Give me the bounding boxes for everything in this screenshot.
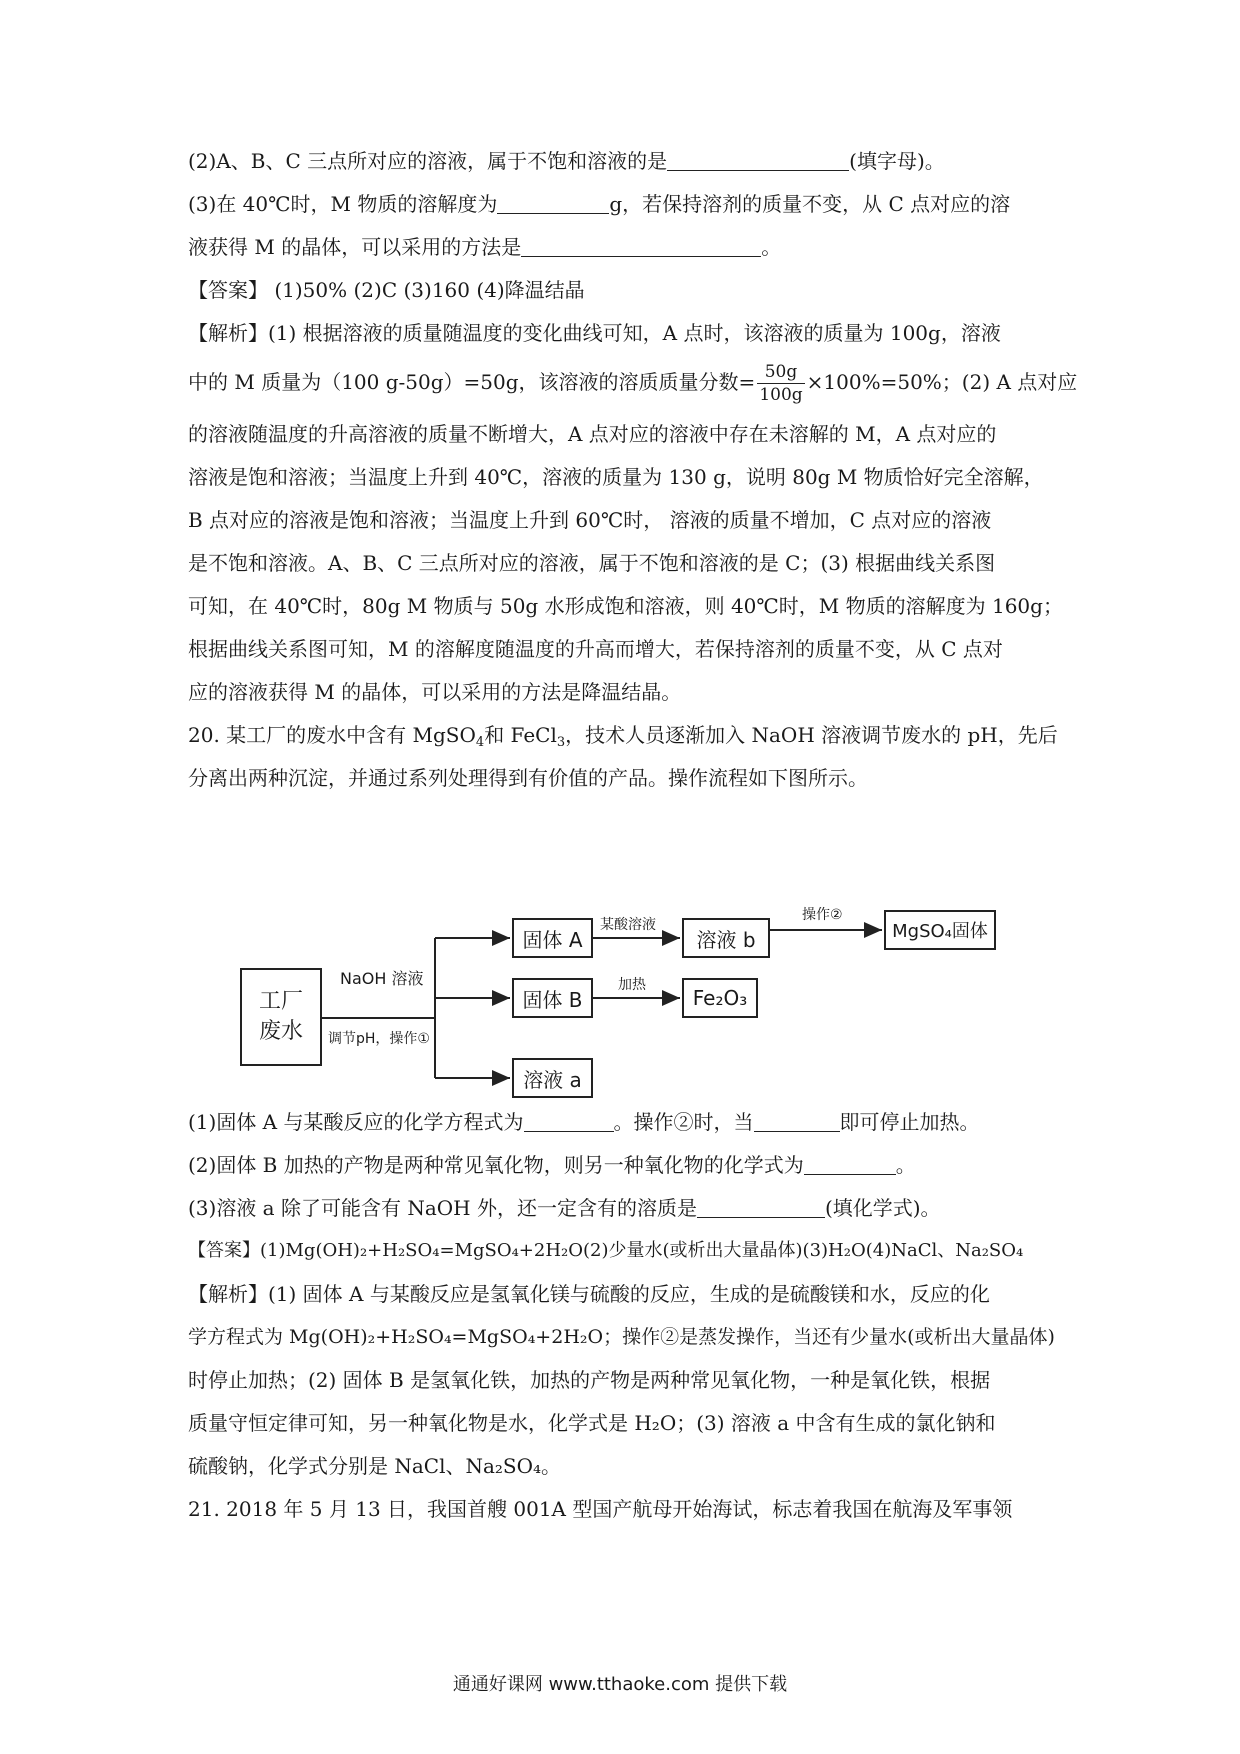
answer-blank[interactable] (697, 1195, 825, 1218)
answer-blank[interactable] (754, 1109, 840, 1132)
question-21-stem: 21. 2018 年 5 月 13 日，我国首艘 001A 型国产航母开始海试，标志着我国在航海及军事领 (188, 1497, 1013, 1521)
explanation-19-line: B 点对应的溶液是饱和溶液；当温度上升到 60℃时， 溶液的质量不增加，C 点对应的溶液 (188, 508, 992, 532)
question-20-part-1: (1)固体 A 与某酸反应的化学方程式为 。操作②时，当 即可停止加热。 (188, 1110, 980, 1134)
operation-1-label: 调节pH，操作① (328, 1031, 430, 1047)
explanation-20-line: 时停止加热；(2) 固体 B 是氢氧化铁，加热的产物是两种常见氧化物，一种是氧化铁，根据 (188, 1368, 991, 1392)
question-20-part-2: (2)固体 B 加热的产物是两种常见氧化物，则另一种氧化物的化学式为 。 (188, 1153, 916, 1177)
question-20-stem: 20. 某工厂的废水中含有 MgSO$_4$和 FeCl$_3$，技术人员逐渐加入 NaOH 溶液调节废水的 pH，先后 (188, 723, 1058, 750)
answer-blank[interactable] (497, 191, 609, 214)
answer-blank[interactable] (667, 148, 849, 171)
question-19-part-3: (3)在 40℃时，M 物质的溶解度为 g，若保持溶剂的质量不变，从 C 点对应的溶 (188, 192, 1011, 216)
process-flow-diagram (240, 908, 1020, 1098)
explanation-19-line: 【解析】(1) 根据溶液的质量随温度的变化曲线可知，A 点时，该溶液的质量为 100g，溶液 (188, 321, 1001, 345)
page-footer: 通通好课网 www.tthaoke.com 提供下载 (452, 1674, 788, 1695)
answer-blank[interactable] (521, 234, 761, 257)
fraction: $\frac{50g}{100g}$ (759, 362, 803, 405)
question-20-part-3: (3)溶液 a 除了可能含有 NaOH 外，还一定含有的溶质是 (填化学式)。 (188, 1196, 941, 1220)
explanation-20-line: 学方程式为 Mg(OH)₂+H₂SO₄=MgSO₄+2H₂O；操作②是蒸发操作，当还有少量水(或析出大量晶体) (188, 1326, 1055, 1348)
question-20-stem-cont: 分离出两种沉淀，并通过系列处理得到有价值的产品。操作流程如下图所示。 (188, 766, 868, 790)
answer-blank[interactable] (524, 1109, 614, 1132)
explanation-20-line: 硫酸钠，化学式分别是 NaCl、Na₂SO₄。 (188, 1454, 562, 1478)
explanation-19-line: 的溶液随温度的升高溶液的质量不断增大，A 点对应的溶液中存在未溶解的 M，A 点对应的 (188, 422, 997, 446)
naoh-label: NaOH 溶液 (340, 969, 424, 988)
waste-water-box: 工厂 废水 (240, 968, 322, 1066)
operation-2-label: 操作② (802, 907, 843, 923)
explanation-19-fraction-line: 中的 M 质量为（100 g-50g）=50g，该溶液的溶质质量分数= $\frac{50g}{100g}$ ×100%=50%；(2) A 点对应 (188, 362, 1078, 405)
solid-b-box: 固体 B (512, 978, 593, 1018)
fe2o3-box: Fe₂O₃ (682, 978, 758, 1018)
answer-blank[interactable] (804, 1152, 896, 1175)
explanation-19-line: 可知，在 40℃时，80g M 物质与 50g 水形成饱和溶液，则 40℃时，M 物质的溶解度为 160g； (188, 594, 1063, 618)
answer-20: 【答案】(1)Mg(OH)₂+H₂SO₄=MgSO₄+2H₂O(2)少量水(或析出大量晶体)(3)H₂O(4)NaCl、Na₂SO₄ (188, 1240, 1024, 1261)
explanation-19-line: 溶液是饱和溶液；当温度上升到 40℃，溶液的质量为 130 g，说明 80g M 物质恰好完全溶解， (188, 465, 1044, 489)
explanation-19-line: 根据曲线关系图可知，M 的溶解度随温度的升高而增大，若保持溶剂的质量不变，从 C 点对 (188, 637, 1003, 661)
explanation-19-line: 应的溶液获得 M 的晶体，可以采用的方法是降温结晶。 (188, 680, 682, 704)
solid-a-box: 固体 A (512, 918, 593, 958)
solution-b-box: 溶液 b (682, 918, 770, 958)
explanation-20-line: 【解析】(1) 固体 A 与某酸反应是氢氧化镁与硫酸的反应，生成的是硫酸镁和水，反应的化 (188, 1282, 990, 1306)
mgso4-solid-box: MgSO₄固体 (884, 910, 996, 950)
explanation-20-line: 质量守恒定律可知，另一种氧化物是水，化学式是 H₂O；(3) 溶液 a 中含有生成的氯化钠和 (188, 1411, 996, 1435)
explanation-19-line: 是不饱和溶液。A、B、C 三点所对应的溶液，属于不饱和溶液的是 C；(3) 根据曲线关系图 (188, 551, 996, 575)
question-19-part-2: (2)A、B、C 三点所对应的溶液，属于不饱和溶液的是 (填字母)。 (188, 149, 945, 173)
solution-a-box: 溶液 a (512, 1058, 593, 1098)
question-19-part-3-cont: 液获得 M 的晶体，可以采用的方法是 。 (188, 235, 782, 259)
answer-19: 【答案】 (1)50% (2)C (3)160 (4)降温结晶 (188, 278, 585, 302)
heating-label: 加热 (618, 977, 646, 993)
acid-solution-label: 某酸溶液 (600, 917, 656, 933)
